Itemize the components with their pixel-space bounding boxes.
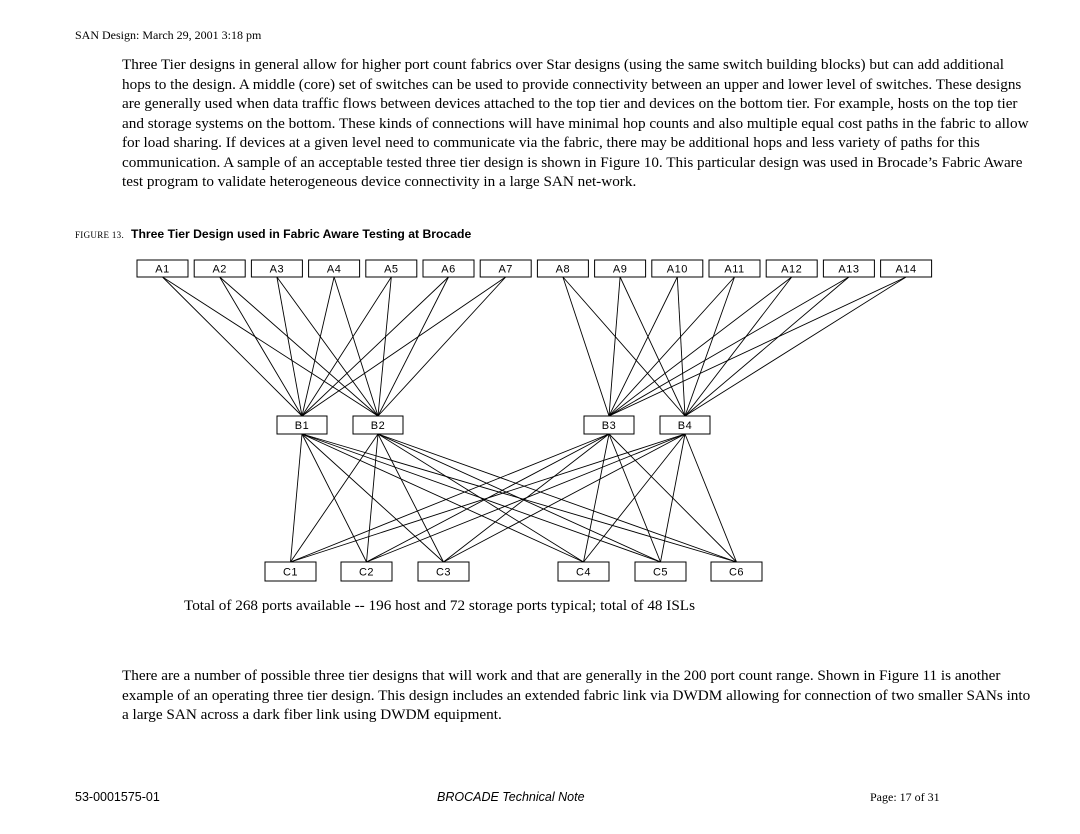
switch-label: C2 bbox=[358, 566, 375, 579]
isl-link bbox=[277, 277, 378, 416]
switch-a13 bbox=[823, 260, 874, 277]
isl-link bbox=[302, 277, 506, 416]
port-total-text: Total of 268 ports available -- 196 host and 72 storage ports typical; total of 48 ISLs bbox=[184, 597, 695, 614]
isl-link bbox=[378, 277, 449, 416]
isl-link bbox=[291, 434, 686, 562]
isl-link bbox=[378, 434, 584, 562]
switch-label: B4 bbox=[677, 420, 693, 432]
switch-label: A7 bbox=[498, 263, 513, 276]
isl-link bbox=[609, 277, 906, 416]
figure-title: Three Tier Design used in Fabric Aware Testing at Brocade bbox=[131, 227, 472, 241]
switch-label: A5 bbox=[384, 263, 399, 276]
isl-link bbox=[584, 434, 610, 562]
isl-link bbox=[291, 434, 379, 562]
isl-link bbox=[367, 434, 686, 562]
switch-label: A6 bbox=[441, 263, 456, 276]
switch-label: A14 bbox=[895, 263, 917, 276]
switch-label: A9 bbox=[612, 263, 628, 276]
switch-a6 bbox=[423, 260, 474, 277]
switch-label: A13 bbox=[838, 263, 860, 276]
isl-link bbox=[563, 277, 609, 416]
switch-label: A11 bbox=[724, 263, 745, 276]
page-header: SAN Design: March 29, 2001 3:18 pm bbox=[75, 28, 262, 42]
isl-link bbox=[302, 434, 444, 562]
isl-link bbox=[302, 434, 584, 562]
switch-a7 bbox=[480, 260, 531, 277]
switch-a12 bbox=[766, 260, 817, 277]
isl-link bbox=[291, 434, 610, 562]
doc-title: BROCADE Technical Note bbox=[437, 790, 585, 804]
closing-paragraph: There are a number of possible three tier designs that will work and that are generally in the 200 port count range. Shown in Figure 11 is another example of an operating three tier design. This design includes an extended fabric link via DWDM allowing for connection of two smaller SANs into a large SAN across a dark fiber link using DWDM equipment. bbox=[122, 667, 1031, 723]
isl-link bbox=[334, 277, 378, 416]
switch-label: A3 bbox=[269, 263, 285, 276]
switch-a8 bbox=[537, 260, 588, 277]
switch-c5 bbox=[635, 562, 686, 581]
switch-b4 bbox=[660, 416, 710, 434]
switch-label: A8 bbox=[555, 263, 571, 276]
isl-link bbox=[609, 277, 849, 416]
switch-a2 bbox=[194, 260, 245, 277]
isl-link bbox=[677, 277, 685, 416]
switch-a9 bbox=[595, 260, 646, 277]
switch-a5 bbox=[366, 260, 417, 277]
isl-link bbox=[685, 277, 906, 416]
isl-link bbox=[378, 277, 391, 416]
isl-link bbox=[302, 277, 334, 416]
figure-label: FIGURE 13. bbox=[75, 230, 125, 240]
switch-b3 bbox=[584, 416, 634, 434]
switch-c4 bbox=[558, 562, 609, 581]
switch-b2 bbox=[353, 416, 403, 434]
switch-c6 bbox=[711, 562, 762, 581]
switch-label: C6 bbox=[728, 566, 745, 579]
isl-link bbox=[609, 277, 792, 416]
isl-link bbox=[378, 277, 506, 416]
switch-a11 bbox=[709, 260, 760, 277]
switch-a10 bbox=[652, 260, 703, 277]
isl-link bbox=[291, 434, 303, 562]
switch-label: B2 bbox=[370, 420, 386, 432]
switch-label: A1 bbox=[155, 263, 170, 276]
switch-c3 bbox=[418, 562, 469, 581]
switch-label: B3 bbox=[601, 420, 617, 432]
isl-link bbox=[378, 434, 661, 562]
switch-label: C5 bbox=[652, 566, 669, 579]
isl-link bbox=[609, 277, 620, 416]
switch-label: C3 bbox=[435, 566, 452, 579]
doc-number: 53-0001575-01 bbox=[75, 790, 160, 804]
switch-a14 bbox=[881, 260, 932, 277]
switch-label: A4 bbox=[326, 263, 342, 276]
switch-label: C4 bbox=[575, 566, 592, 579]
isl-link bbox=[444, 434, 686, 562]
switch-b1 bbox=[277, 416, 327, 434]
switch-c2 bbox=[341, 562, 392, 581]
intro-paragraph: Three Tier designs in general allow for higher port count fabrics over Star designs (using the same switch building blocks) but can add additional hops to the design. A middle (core) set of switches can be used to provide connectivity between an upper and lower level of switches. These designs are generally used when data traffic flows between devices attached to the top tier and devices on the bottom tier. For example, hosts on the top tier and storage systems on the bottom. These kinds of connections will have minimal hop counts and also multiple equal cost paths in the fabric to allow for load sharing. If devices at a given level need to communicate via the fabric, there may be additional hops and less variety of paths for this communication. A sample of an acceptable tested three tier design is shown in Figure 10. This particular design was used in Brocade’s Fabric Aware test program to validate heterogeneous device connectivity in a large SAN net-work. bbox=[122, 56, 1029, 190]
switch-label: A12 bbox=[781, 263, 803, 276]
switch-label: C1 bbox=[282, 566, 299, 579]
switch-a3 bbox=[251, 260, 302, 277]
isl-link bbox=[685, 434, 737, 562]
isl-link bbox=[378, 434, 444, 562]
switch-a4 bbox=[309, 260, 360, 277]
isl-link bbox=[220, 277, 378, 416]
isl-link bbox=[609, 277, 735, 416]
switch-label: A2 bbox=[212, 263, 227, 276]
switch-label: A10 bbox=[666, 263, 688, 276]
isl-link bbox=[163, 277, 379, 416]
isl-link bbox=[302, 277, 391, 416]
isl-link bbox=[378, 434, 737, 562]
switch-label: B1 bbox=[294, 420, 310, 432]
switch-a1 bbox=[137, 260, 188, 277]
page-number: Page: 17 of 31 bbox=[870, 790, 940, 804]
isl-link bbox=[302, 277, 449, 416]
switch-c1 bbox=[265, 562, 316, 581]
